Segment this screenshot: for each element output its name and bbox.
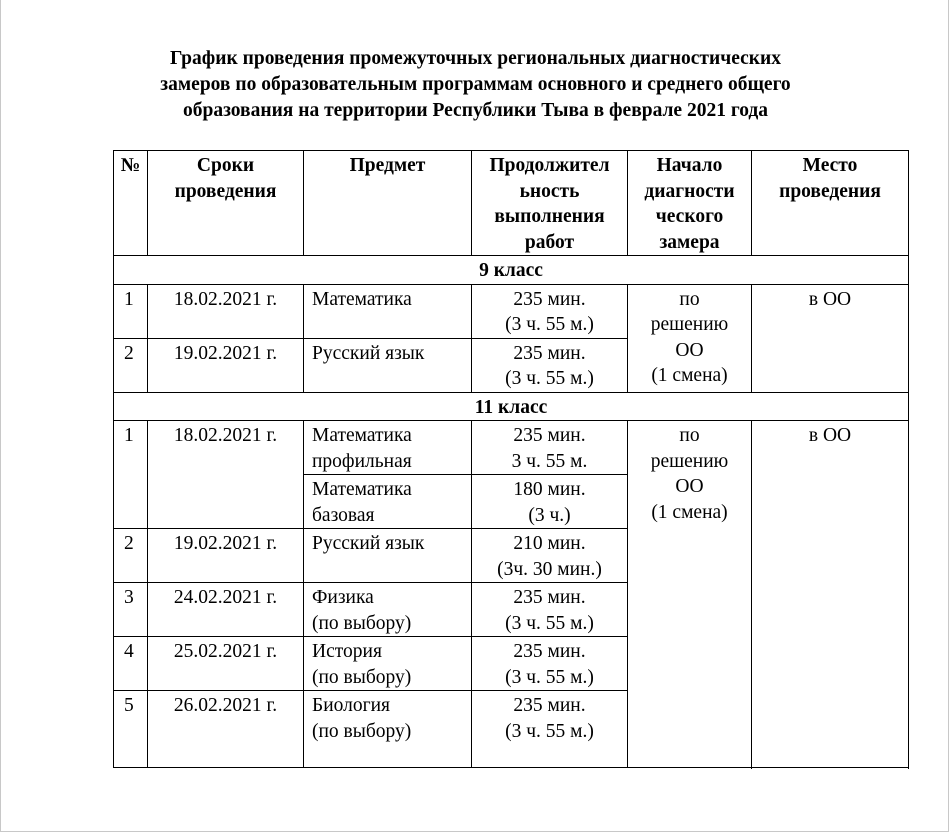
- row-duration: 180 мин. (3 ч.): [472, 475, 628, 529]
- row-date: 19.02.2021 г.: [148, 529, 304, 583]
- row-duration: 235 мин. (3 ч. 55 м.): [472, 338, 628, 392]
- row-place: в ОО: [752, 284, 909, 392]
- row-subject: История (по выбору): [304, 637, 472, 691]
- table-row: [114, 284, 909, 338]
- row-date: 18.02.2021 г.: [148, 284, 304, 338]
- header-dates: Сроки проведения: [148, 151, 304, 256]
- row-duration: 235 мин. (3 ч. 55 м.): [472, 583, 628, 637]
- group-label: 9 класс: [114, 256, 909, 285]
- row-subject: Русский язык: [304, 529, 472, 583]
- row-duration: 235 мин. (3 ч. 55 м.): [472, 691, 628, 768]
- row-subject: Русский язык: [304, 338, 472, 392]
- title-line-2: замеров по образовательным программам основного и среднего общего: [160, 74, 791, 95]
- group-row-grade-9: [114, 256, 909, 285]
- row-subject: Математика профильная: [304, 421, 472, 475]
- row-date: 18.02.2021 г.: [148, 421, 304, 529]
- row-num: 1: [114, 284, 148, 338]
- row-num: 3: [114, 583, 148, 637]
- row-subject: Биология (по выбору): [304, 691, 472, 768]
- title-line-1: График проведения промежуточных региональных диагностических: [170, 48, 781, 69]
- row-date: 19.02.2021 г.: [148, 338, 304, 392]
- row-num: 4: [114, 637, 148, 691]
- row-place: в ОО: [752, 421, 909, 768]
- row-start: по решению ОО (1 смена): [628, 284, 752, 392]
- title-line-3: образования на территории Республики Тыва в феврале 2021 года: [182, 100, 769, 121]
- header-num: №: [114, 151, 148, 256]
- row-duration: 235 мин. (3 ч. 55 м.): [472, 284, 628, 338]
- header-start: Начало диагности ческого замера: [628, 151, 752, 256]
- schedule-table: [113, 150, 909, 768]
- table-row: [114, 421, 909, 475]
- row-duration: 235 мин. 3 ч. 55 м.: [472, 421, 628, 475]
- row-date: 26.02.2021 г.: [148, 691, 304, 768]
- row-num: 1: [114, 421, 148, 529]
- row-date: 24.02.2021 г.: [148, 583, 304, 637]
- row-date: 25.02.2021 г.: [148, 637, 304, 691]
- header-row: [114, 151, 909, 256]
- header-subject: Предмет: [304, 151, 472, 256]
- row-duration: 210 мин. (3ч. 30 мин.): [472, 529, 628, 583]
- header-duration: Продолжител ьность выполнения работ: [472, 151, 628, 256]
- group-label: 11 класс: [114, 392, 909, 421]
- row-num: 5: [114, 691, 148, 768]
- header-place: Место проведения: [752, 151, 909, 256]
- row-subject: Математика базовая: [304, 475, 472, 529]
- row-duration: 235 мин. (3 ч. 55 м.): [472, 637, 628, 691]
- row-num: 2: [114, 529, 148, 583]
- row-num: 2: [114, 338, 148, 392]
- document-title: [1, 46, 950, 124]
- row-subject: Математика: [304, 284, 472, 338]
- row-subject: Физика (по выбору): [304, 583, 472, 637]
- group-row-grade-11: [114, 392, 909, 421]
- row-start: по решению ОО (1 смена): [628, 421, 752, 768]
